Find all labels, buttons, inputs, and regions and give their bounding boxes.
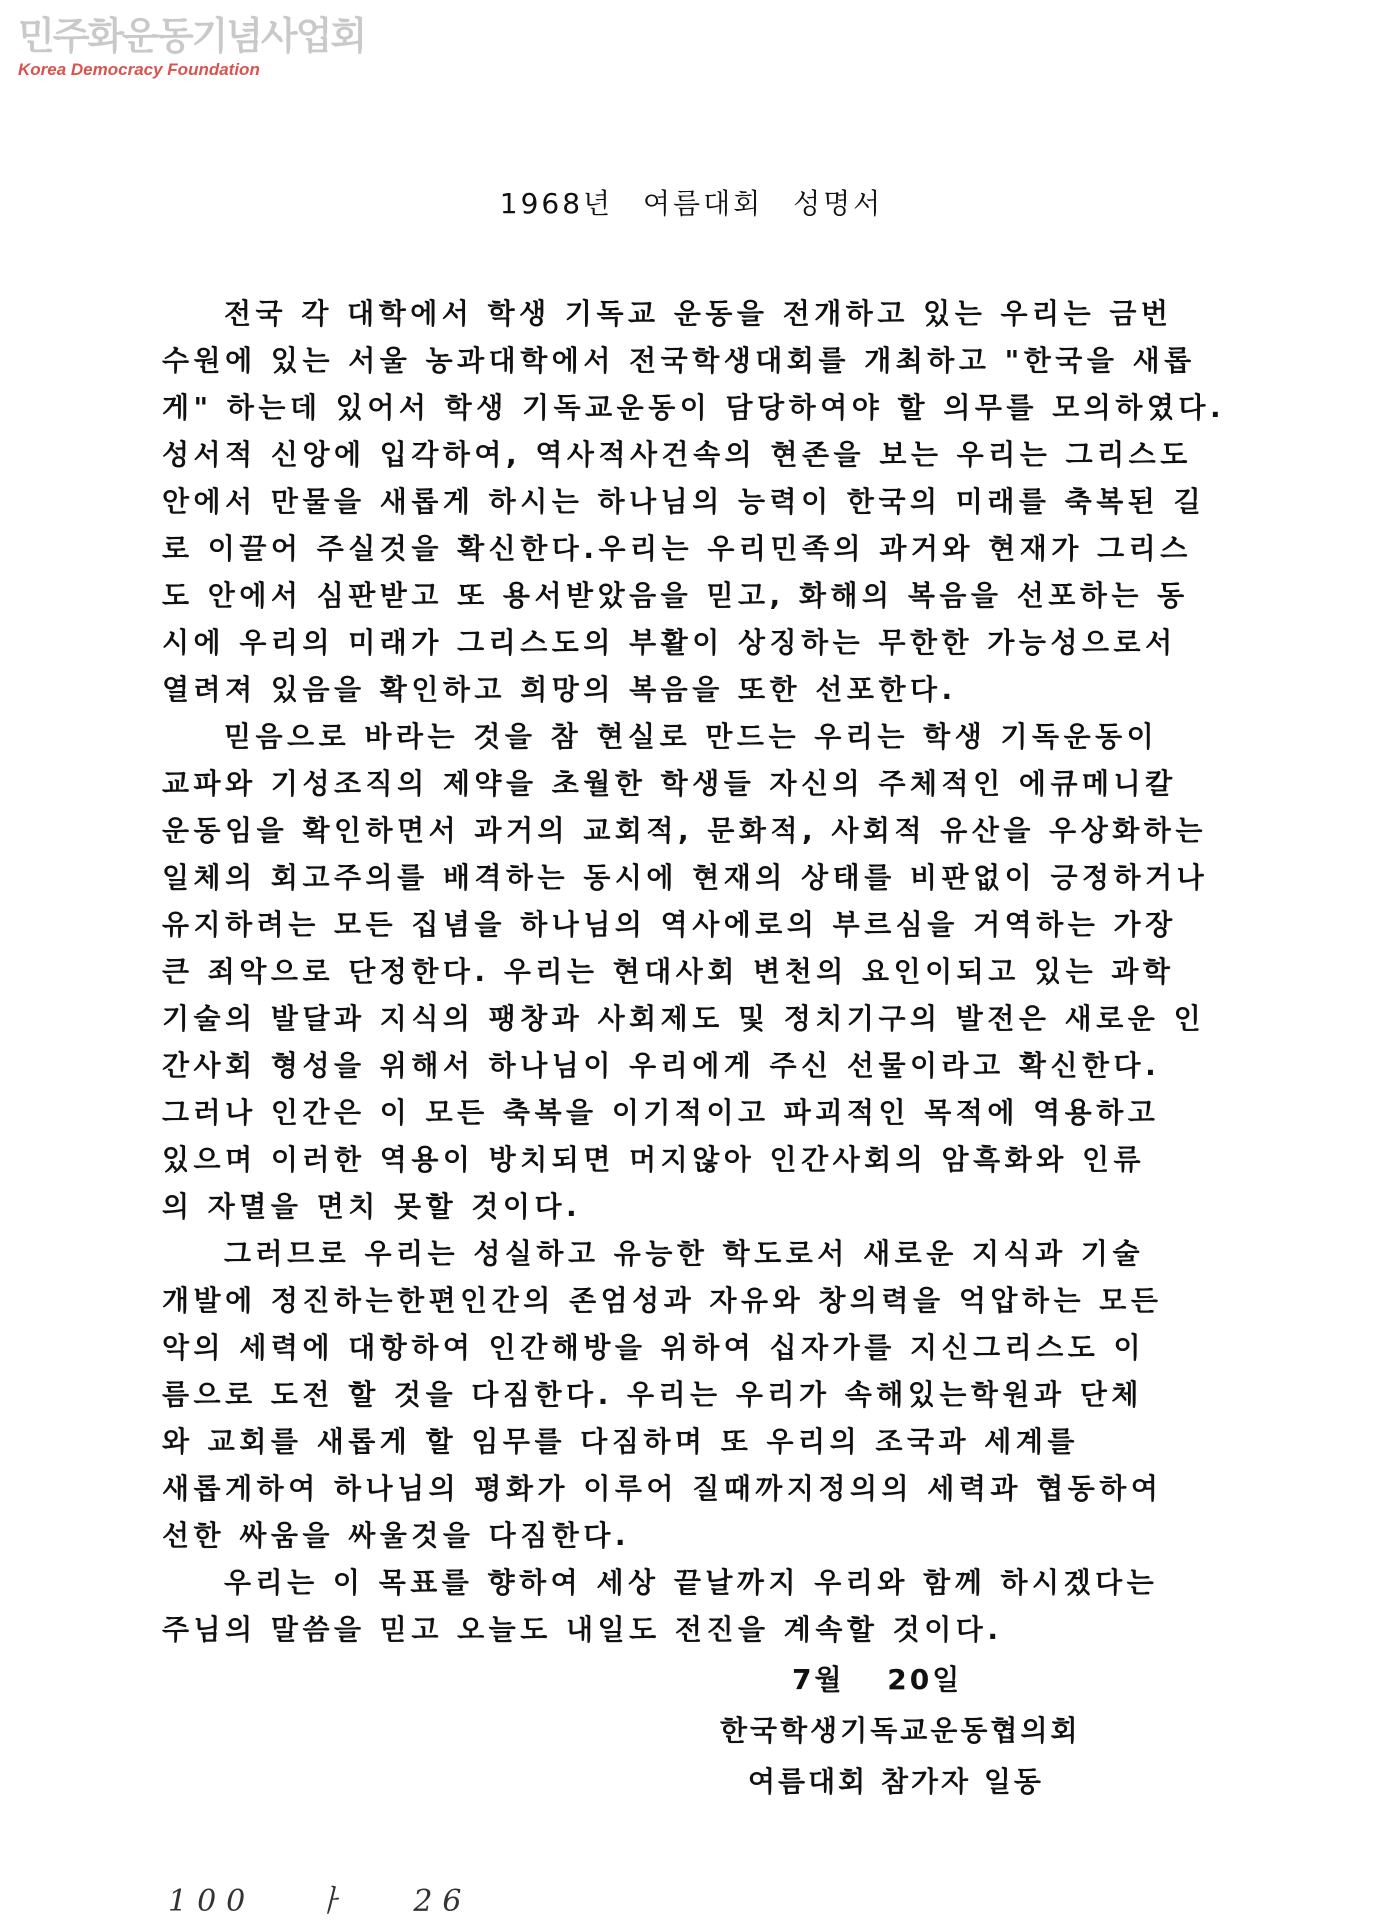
paragraph-line: 기술의 발달과 지식의 팽창과 사회제도 및 정치기구의 발전은 새로운 인 [162,1002,1206,1035]
paragraph-line: 도 안에서 심판받고 또 용서받았음을 믿고, 화해의 복음을 선포하는 동 [162,579,1189,612]
signature-participants: 여름대회 참가자 일동 [748,1765,1044,1798]
paragraph-line: 의 자멸을 면치 못할 것이다. [162,1190,582,1223]
paragraph-line: 름으로 도전 할 것을 다짐한다. 우리는 우리가 속해있는학원과 단체 [162,1378,1143,1411]
handwritten-note: 100 ㅏ 26 [168,1884,472,1919]
paragraph-line: 열려져 있음을 확인하고 희망의 복음을 또한 선포한다. [162,673,957,706]
paragraph [162,290,1226,713]
paragraph-line: 와 교회를 새롭게 할 임무를 다짐하며 또 우리의 조국과 세계를 [162,1425,1079,1458]
watermark-english: Korea Democracy Foundation [18,60,260,79]
paragraph-line: 개발에 정진하는한편인간의 존엄성과 자유와 창의력을 억압하는 모든 [162,1284,1163,1317]
paragraph-line: 교파와 기성조직의 제약을 초월한 학생들 자신의 주체적인 에큐메니칼 [162,767,1177,800]
paragraph [162,1559,1222,1653]
paragraph-line: 게" 하는데 있어서 학생 기독교운동이 담당하여야 할 의무를 모의하였다. [162,391,1226,424]
paragraph-line: 일체의 회고주의를 배격하는 동시에 현재의 상태를 비판없이 긍정하거나 [162,861,1209,894]
signature-organization: 한국학생기독교운동협의회 [720,1714,1081,1747]
paragraph [162,713,1222,1230]
signature-date: 7월 20일 [792,1663,963,1696]
document-body [162,290,1226,1653]
paragraph-line: 우리는 이 목표를 향하여 세상 끝날까지 우리와 함께 하시겠다는 [224,1566,1159,1599]
paragraph-line: 있으며 이러한 역용이 방치되면 머지않아 인간사회의 암흑화와 인류 [162,1143,1146,1176]
paragraph [162,1230,1222,1559]
paragraph-line: 안에서 만물을 새롭게 하시는 하나님의 능력이 한국의 미래를 축복된 길 [162,485,1206,518]
paragraph-line: 성서적 신앙에 입각하여, 역사적사건속의 현존을 보는 우리는 그리스도 [162,438,1192,471]
paragraph-line: 유지하려는 모든 집념을 하나님의 역사에로의 부르심을 거역하는 가장 [162,908,1177,941]
paragraph-line: 수원에 있는 서울 농과대학에서 전국학생대회를 개최하고 "한국을 새롭 [162,344,1196,377]
paragraph-line: 선한 싸움을 싸울것을 다짐한다. [162,1519,631,1552]
paragraph-line: 전국 각 대학에서 학생 기독교 운동을 전개하고 있는 우리는 금번 [224,297,1173,330]
document-title: 1968년 여름대회 성명서 [499,187,884,220]
paragraph-line: 악의 세력에 대항하여 인간해방을 위하여 십자가를 지신그리스도 이 [162,1331,1146,1364]
paragraph-line: 큰 죄악으로 단정한다. 우리는 현대사회 변천의 요인이되고 있는 과학 [162,955,1175,988]
paragraph-line: 그러므로 우리는 성실하고 유능한 학도로서 새로운 지식과 기술 [224,1237,1144,1270]
paragraph-line: 시에 우리의 미래가 그리스도의 부활이 상징하는 무한한 가능성으로서 [162,626,1177,659]
paragraph-line: 주님의 말씀을 믿고 오늘도 내일도 전진을 계속할 것이다. [162,1613,1003,1646]
paragraph-line: 간사회 형성을 위해서 하나님이 우리에게 주신 선물이라고 확신한다. [162,1049,1161,1082]
paragraph-line: 새롭게하여 하나님의 평화가 이루어 질때까지정의의 세력과 협동하여 [162,1472,1163,1505]
paragraph-line: 믿음으로 바라는 것을 참 현실로 만드는 우리는 학생 기독운동이 [224,720,1159,753]
paragraph-line: 그러나 인간은 이 모든 축복을 이기적이고 파괴적인 목적에 역용하고 [162,1096,1160,1129]
signature-block [700,1654,1120,1807]
watermark-korean: 민주화운동기념사업회 [18,14,366,58]
watermark [18,14,365,80]
paragraph-line: 로 이끌어 주실것을 확신한다.우리는 우리민족의 과거와 현재가 그리스 [162,532,1192,565]
paragraph-line: 운동임을 확인하면서 과거의 교회적, 문화적, 사회적 유산을 우상화하는 [162,814,1207,847]
